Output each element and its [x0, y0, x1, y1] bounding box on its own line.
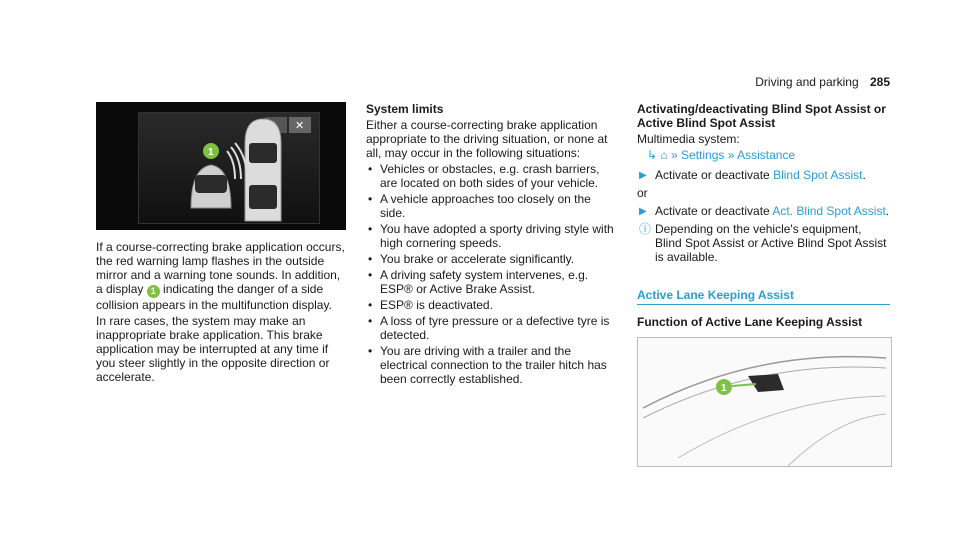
info-icon: ⓘ: [639, 222, 652, 236]
list-item: • You are driving with a trailer and the electrical connection to the trailer hitch has been correctly established.: [366, 344, 616, 386]
svg-text:✕: ✕: [295, 120, 305, 132]
step-1: ▶ Activate or deactivate Blind Spot Assist.: [639, 168, 866, 182]
list-item: • A loss of tyre pressure or a defective tyre is detected.: [366, 314, 616, 342]
chevron-right-icon: »: [727, 148, 735, 162]
callout-badge: 1: [147, 285, 160, 298]
path-assistance: Assistance: [737, 148, 796, 162]
svg-text:1: 1: [721, 383, 727, 394]
list-item: • A vehicle approaches too closely on the side.: [366, 192, 616, 220]
list-item: • A driving safety system intervenes, e.g. ESP® or Active Brake Assist.: [366, 268, 616, 296]
col1-paragraph-1: If a course-correcting brake application occurs, the red warning lamp flashes in the outside mirror and a warning tone sounds. In addition, a display 1 indicating the danger of a side collision appears in the multifunction display.: [96, 240, 345, 312]
page-header: [755, 75, 890, 89]
activation-heading: Activating/deactivating Blind Spot Assist or Active Blind Spot Assist: [637, 102, 886, 130]
page-number: 285: [869, 75, 890, 89]
system-limits-intro: Either a course-correcting brake application appropriate to the driving situation, or none at all, may occur in the following situations:: [366, 118, 608, 160]
list-item: • ESP® is deactivated.: [366, 298, 616, 312]
list-item: • You brake or accelerate significantly.: [366, 252, 616, 266]
chevron-right-icon: »: [671, 148, 678, 162]
column-2: [366, 102, 616, 388]
step-arrow-icon: ▶: [639, 206, 647, 217]
active-blind-spot-assist-link: Act. Blind Spot Assist: [772, 204, 886, 218]
list-item: • You have adopted a sporty driving style with high cornering speeds.: [366, 222, 616, 250]
subsection-title: Function of Active Lane Keeping Assist: [637, 315, 863, 329]
col1-paragraph-2: In rare cases, the system may make an inappropriate brake application. This brake application may be interrupted at any time if you steer slightly in the opposite direction or accelerate.: [96, 314, 330, 384]
or-label: or: [637, 186, 648, 200]
column-3: [637, 102, 890, 467]
multimedia-system-label: Multimedia system:: [637, 132, 740, 146]
system-limits-list: [366, 162, 616, 386]
windscreen-camera-image: [637, 337, 892, 467]
step-2: ▶ Activate or deactivate Act. Blind Spot Assist.: [639, 204, 890, 218]
cars-illustration-icon: [139, 113, 319, 223]
blind-spot-display-image: [96, 102, 346, 230]
header-title: Driving and parking: [755, 75, 859, 89]
menu-path: [637, 148, 890, 162]
home-icon: ⌂: [660, 148, 668, 162]
column-1: [96, 102, 346, 386]
blind-spot-assist-link: Blind Spot Assist: [773, 168, 863, 182]
step-arrow-icon: ▶: [639, 170, 647, 181]
info-note: ⓘ Depending on the vehicle's equipment, Blind Spot Assist or Active Blind Spot Assist is available.: [639, 222, 887, 264]
path-arrow-icon: ↳: [647, 148, 658, 162]
system-limits-heading: System limits: [366, 102, 444, 116]
windscreen-illustration-icon: [638, 338, 891, 466]
svg-text:1: 1: [208, 147, 214, 158]
section-title: Active Lane Keeping Assist: [637, 288, 890, 305]
list-item: • Vehicles or obstacles, e.g. crash barriers, are located on both sides of your vehicle.: [366, 162, 616, 190]
path-settings: Settings: [681, 148, 725, 162]
